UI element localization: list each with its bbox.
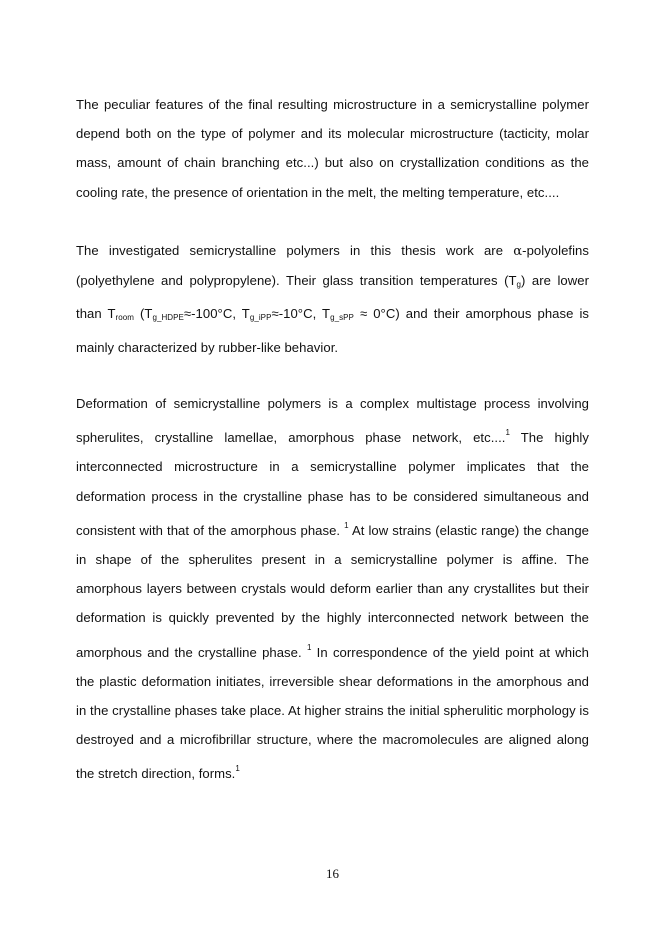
reference-superscript: 1	[344, 520, 349, 530]
text-run: (T	[133, 306, 153, 322]
subscript-spp: g_sPP	[330, 313, 354, 323]
reference-superscript: 1	[505, 428, 510, 438]
paragraph-polyolefins	[76, 236, 589, 362]
text-run: Deformation of semicrystalline polymers is a complex multistage process involving spherulites, crystalline lamellae, amorphous phase network, etc....	[76, 396, 589, 446]
subscript-g: g	[516, 280, 522, 290]
text-run: ) are lower than T	[76, 273, 589, 322]
paragraph-microstructure	[76, 90, 589, 207]
reference-superscript: 1	[306, 642, 312, 652]
text-run: ≈ 0°C) and their amorphous phase is mainly characterized by rubber-like behavior.	[76, 306, 590, 355]
paragraph-text	[76, 389, 589, 789]
text-run: At low strains (elastic range) the change in shape of the spherulites present in a semicrystalline polymer is affine. The amorphous layers between crystals would deform earlier than any crystallites but their deformation is quickly prevented by the highly interconnected network between the amorphous and the crystalline phase.	[76, 522, 589, 660]
subscript-room: room	[115, 313, 134, 323]
paragraph-text: The peculiar features of the final resulting microstructure in a semicrystalline polymer depend both on the type of polymer and its molecular microstructure (tacticity, molar mass, amount of chain branching etc...) but also on crystallization conditions as the cooling rate, the presence of orientation in the melt, the melting temperature, etc....	[76, 97, 589, 200]
text-run: -polyolefins (polyethylene and polypropylene). Their glass transition temperatures (T	[76, 243, 589, 289]
alpha-symbol: α	[513, 244, 523, 259]
subscript-hdpe: g_HDPE	[152, 313, 184, 323]
text-run: The investigated semicrystalline polymers in this thesis work are	[76, 243, 514, 258]
text-run: In correspondence of the yield point at which the plastic deformation initiates, irreversible shear deformations in the amorphous and in the crystalline phases take place. At higher strains the initial spherulitic morphology is destroyed and a microfibrillar structure, where the macromolecules are aligned along the stretch direction, forms.	[76, 644, 589, 782]
paragraph-text	[76, 236, 589, 362]
subscript-ipp: g_iPP	[249, 313, 272, 323]
page-number: 16	[326, 866, 339, 881]
text-run: ≈-10°C, T	[271, 306, 331, 322]
reference-superscript: 1	[235, 764, 240, 774]
paragraph-deformation	[76, 389, 589, 789]
text-run: The highly interconnected microstructure in a semicrystalline polymer implicates that the deformation process in the crystalline phase has to be considered simultaneous and consistent with that of the amorphous phase.	[76, 430, 589, 538]
text-run: ≈-100°C, T	[183, 306, 250, 322]
